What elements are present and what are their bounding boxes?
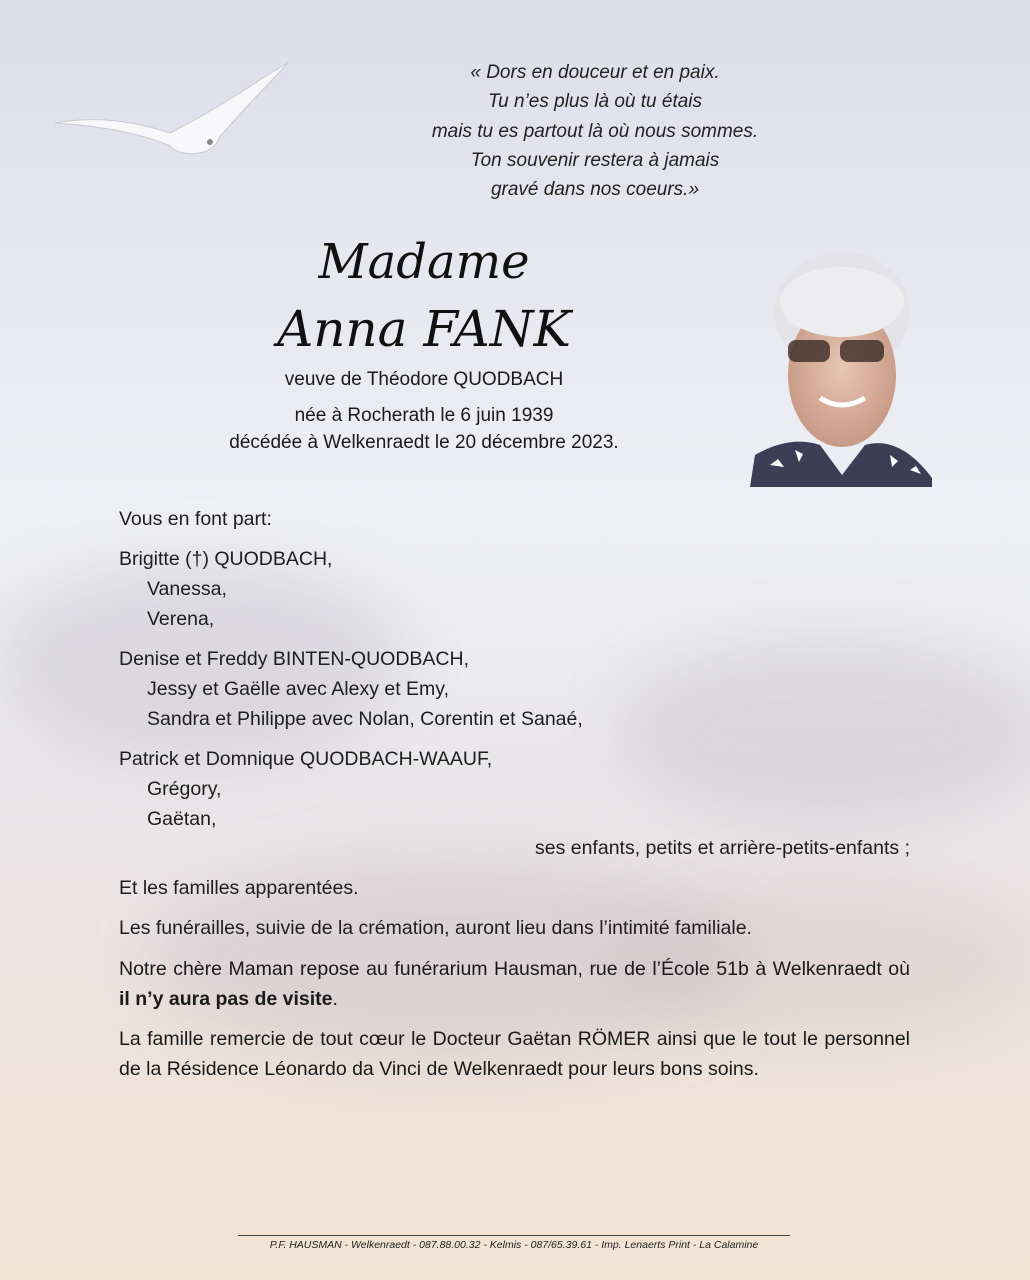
family-member: Verena, — [147, 608, 215, 630]
funeral-info: Les funérailles, suivie de la crémation, auront lieu dans l’intimité familiale. — [119, 917, 752, 939]
family-head: Brigitte (†) QUODBACH, — [119, 548, 333, 570]
family-member: Jessy et Gaëlle avec Alexy et Emy, — [147, 678, 450, 700]
families: Et les familles apparentées. — [119, 877, 359, 899]
seagull-icon — [50, 58, 290, 168]
thanks: La famille remercie de tout cœur le Docteur Gaëtan RÖMER ainsi que le tout le personnel de la Résidence Léonardo da Vinci de Welkenraedt pour leurs bons soins. — [119, 1028, 910, 1080]
portrait-photo — [750, 250, 932, 487]
family-member: Vanessa, — [147, 578, 227, 600]
no-visit: il n’y aura pas de visite — [119, 987, 333, 1010]
family-member: Grégory, — [147, 778, 222, 800]
cloud — [620, 640, 1030, 820]
rest-end: . — [332, 987, 338, 1010]
quote-line: mais tu es partout là où nous sommes. — [431, 121, 759, 142]
birth: née à Rocherath le 6 juin 1939 — [294, 405, 554, 426]
rest-text: Notre chère Maman repose au funérarium Hausman, rue de l’École 51b à Welkenraedt où — [119, 958, 910, 980]
family-head: Denise et Freddy BINTEN-QUODBACH, — [119, 648, 470, 670]
honorific: Madame — [318, 234, 530, 290]
quote-line: « Dors en douceur et en paix. — [470, 62, 720, 83]
footer: P.F. HAUSMAN - Welkenraedt - 087.88.00.32 - Kelmis - 087/65.39.61 - Imp. Lenaerts Print - La Calamine — [238, 1235, 790, 1251]
death: décédée à Welkenraedt le 20 décembre 2023. — [229, 432, 619, 453]
family-member: Gaëtan, — [147, 808, 217, 830]
relation: ses enfants, petits et arrière-petits-enfants ; — [534, 837, 910, 859]
spouse: veuve de Théodore QUODBACH — [284, 369, 564, 390]
quote-line: gravé dans nos coeurs.» — [490, 179, 700, 200]
family-member: Sandra et Philippe avec Nolan, Corentin et Sanaé, — [147, 708, 583, 730]
quote-line: Tu n’es plus là où tu étais — [487, 91, 703, 112]
quote-line: Ton souvenir restera à jamais — [470, 150, 720, 171]
intro: Vous en font part: — [119, 508, 272, 530]
deceased-name: Anna FANK — [277, 300, 571, 358]
family-head: Patrick et Domnique QUODBACH-WAAUF, — [119, 748, 493, 770]
rest-info — [119, 955, 910, 1014]
